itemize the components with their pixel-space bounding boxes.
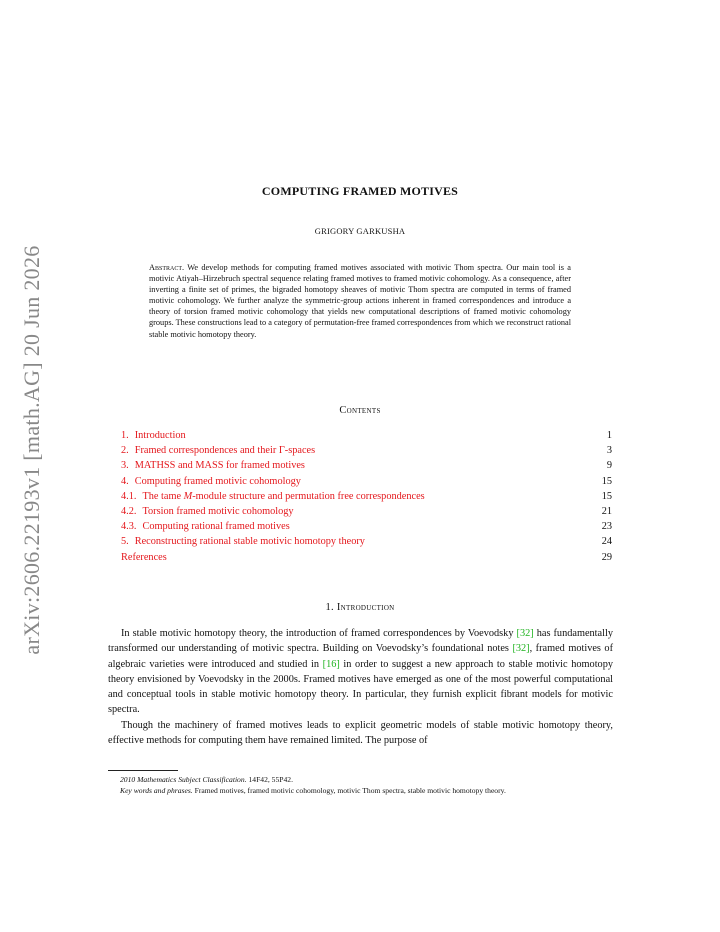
toc-link-reconstructing[interactable]: 5. Reconstructing rational stable motivic homotopy theory	[121, 536, 365, 548]
toc-item[interactable]	[121, 519, 612, 534]
toc-page-number: 9	[606, 460, 612, 472]
toc-link-framed-correspondences[interactable]: 2. Framed correspondences and their Γ-spaces	[121, 445, 316, 457]
arxiv-identifier: arXiv:2606.22193v1 [math.AG] 20 Jun 2026	[19, 245, 44, 655]
introduction-body	[108, 626, 613, 748]
toc-page-number: 24	[601, 536, 612, 548]
table-of-contents	[121, 428, 612, 565]
toc-page-number: 15	[601, 490, 612, 502]
section-heading-introduction	[0, 602, 720, 613]
footnote-divider	[108, 770, 178, 771]
citation-link[interactable]: [16]	[322, 658, 340, 670]
paper-author: GRIGORY GARKUSHA	[314, 226, 406, 236]
toc-page-number: 23	[601, 521, 612, 533]
toc-page-number: 1	[606, 430, 612, 441]
toc-link-torsion-cohomology[interactable]: 4.2. Torsion framed motivic cohomology	[121, 506, 294, 518]
toc-page-number: 21	[601, 506, 612, 518]
toc-item[interactable]	[121, 443, 612, 458]
toc-link-introduction[interactable]: 1. Introduction	[121, 430, 186, 441]
toc-item[interactable]	[121, 428, 612, 443]
toc-item[interactable]	[121, 550, 612, 565]
footnote-keywords: Key words and phrases. Framed motives, framed motivic cohomology, motivic Thom spectra, stable motivic homotopy theory.	[120, 786, 506, 795]
citation-link[interactable]: [32]	[516, 628, 534, 639]
toc-item[interactable]	[121, 534, 612, 549]
toc-page-number: 3	[606, 445, 612, 457]
toc-link-computing-cohomology[interactable]: 4. Computing framed motivic cohomology	[121, 475, 301, 487]
footnote-msc: 2010 Mathematics Subject Classification. 14F42, 55P42.	[120, 775, 293, 784]
paragraph: In stable motivic homotopy theory, the introduction of framed correspondences by Voevodsky [32] has fundamentally transformed our understanding of motivic spectra. Building on Voevodsky’s foundational notes [32], framed motives of algebraic varieties were introduced and studied in [16] in order to suggest a new approach to stable motivic homotopy theory envisioned by Voevodsky in the 2000s. Framed motives have emerged as one of the most powerful computational and conceptual tools in stable motivic homotopy theory. In particular, they furnish explicit fibrant models for motivic spectra.	[108, 628, 613, 716]
toc-page-number: 15	[601, 475, 612, 487]
contents-heading: Contents	[339, 405, 381, 416]
abstract-label: Abstract.	[149, 263, 185, 272]
section-number: 1.	[325, 602, 334, 613]
toc-link-tame-m-module[interactable]: 4.1. The tame M-module structure and permutation free correspondences	[121, 490, 425, 502]
paper-title: COMPUTING FRAMED MOTIVES	[261, 184, 459, 198]
toc-item[interactable]	[121, 504, 612, 519]
toc-link-rational-framed-motives[interactable]: 4.3. Computing rational framed motives	[121, 521, 290, 533]
citation-link[interactable]: [32]	[512, 643, 530, 655]
toc-item[interactable]	[121, 474, 612, 489]
section-title: Introduction	[336, 602, 395, 613]
footnotes	[108, 774, 613, 796]
toc-item[interactable]	[121, 489, 612, 504]
paragraph: Though the machinery of framed motives leads to explicit geometric models of stable motivic homotopy theory, effective methods for computing them have remained limited. The purpose of	[108, 719, 613, 747]
abstract	[149, 262, 571, 340]
toc-link-mathss-mass[interactable]: 3. MATHSS and MASS for framed motives	[121, 460, 305, 472]
abstract-text: We develop methods for computing framed motives associated with motivic Thom spectra. Our main tool is a motivic Atiyah–Hirzebruch spectral sequence relating framed motives to framed motivic cohomology. As a consequence, after inverting a finite set of primes, the bigraded homotopy sheaves of motivic Thom spectra are computed in terms of framed motivic cohomology. We further analyze the symmetric-group actions inherent in framed correspondences and introduce a theory of torsion framed motivic cohomology that yields new computational descriptions of framed motivic cohomology groups. These constructions lead to a category of permutation-free framed correspondences from which we reconstruct rational stable motivic homotopy theory.	[149, 263, 571, 339]
toc-page-number: 29	[601, 551, 612, 563]
toc-item[interactable]	[121, 458, 612, 473]
toc-link-references[interactable]: References	[121, 551, 167, 563]
